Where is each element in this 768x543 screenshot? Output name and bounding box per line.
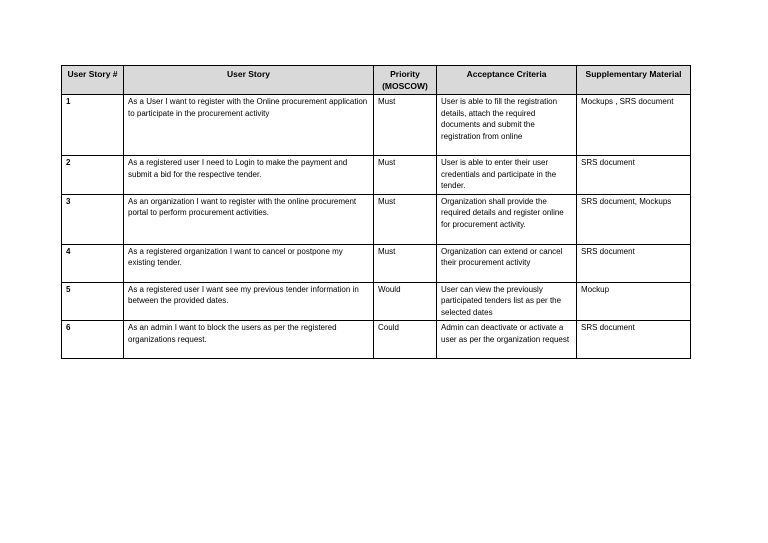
cell-user-story: As an admin I want to block the users as per the registered organizations request. [124, 321, 374, 359]
header-acceptance-criteria: Acceptance Criteria [437, 66, 577, 95]
table-body [62, 95, 691, 359]
cell-user-story: As a registered organization I want to cancel or postpone my existing tender. [124, 244, 374, 282]
cell-acceptance-criteria: User is able to fill the registration details, attach the required documents and submit the registration from online [437, 95, 577, 156]
header-user-story-number: User Story # [62, 66, 124, 95]
cell-supplementary-material: SRS document [577, 156, 691, 195]
cell-story-number: 4 [62, 244, 124, 282]
cell-acceptance-criteria: Organization shall provide the required details and register online for procurement activity. [437, 194, 577, 244]
cell-story-number: 3 [62, 194, 124, 244]
cell-user-story: As a registered user I want see my previous tender information in between the provided dates. [124, 282, 374, 321]
cell-story-number: 5 [62, 282, 124, 321]
cell-user-story: As a registered user I need to Login to make the payment and submit a bid for the respective tender. [124, 156, 374, 195]
cell-supplementary-material: Mockups , SRS document [577, 95, 691, 156]
cell-story-number: 1 [62, 95, 124, 156]
cell-priority: Must [374, 156, 437, 195]
cell-story-number: 6 [62, 321, 124, 359]
table-header [62, 66, 691, 95]
cell-supplementary-material: SRS document [577, 244, 691, 282]
cell-supplementary-material: Mockup [577, 282, 691, 321]
header-priority: Priority (MOSCOW) [374, 66, 437, 95]
table-row [62, 95, 691, 156]
cell-acceptance-criteria: Organization can extend or cancel their procurement activity [437, 244, 577, 282]
cell-supplementary-material: SRS document [577, 321, 691, 359]
table-row [62, 156, 691, 195]
table-row [62, 244, 691, 282]
cell-user-story: As a User I want to register with the Online procurement application to participate in the procurement activity [124, 95, 374, 156]
cell-story-number: 2 [62, 156, 124, 195]
cell-acceptance-criteria: User is able to enter their user credentials and participate in the tender. [437, 156, 577, 195]
cell-priority: Must [374, 194, 437, 244]
cell-acceptance-criteria: User can view the previously participated tenders list as per the selected dates [437, 282, 577, 321]
header-supplementary-material: Supplementary Material [577, 66, 691, 95]
cell-priority: Would [374, 282, 437, 321]
table-row [62, 321, 691, 359]
cell-priority: Must [374, 95, 437, 156]
cell-supplementary-material: SRS document, Mockups [577, 194, 691, 244]
table-row [62, 194, 691, 244]
cell-user-story: As an organization I want to register with the online procurement portal to perform procurement activities. [124, 194, 374, 244]
table-row [62, 282, 691, 321]
cell-acceptance-criteria: Admin can deactivate or activate a user as per the organization request [437, 321, 577, 359]
header-row [62, 66, 691, 95]
user-stories-table [61, 65, 691, 359]
cell-priority: Must [374, 244, 437, 282]
header-user-story: User Story [124, 66, 374, 95]
cell-priority: Could [374, 321, 437, 359]
